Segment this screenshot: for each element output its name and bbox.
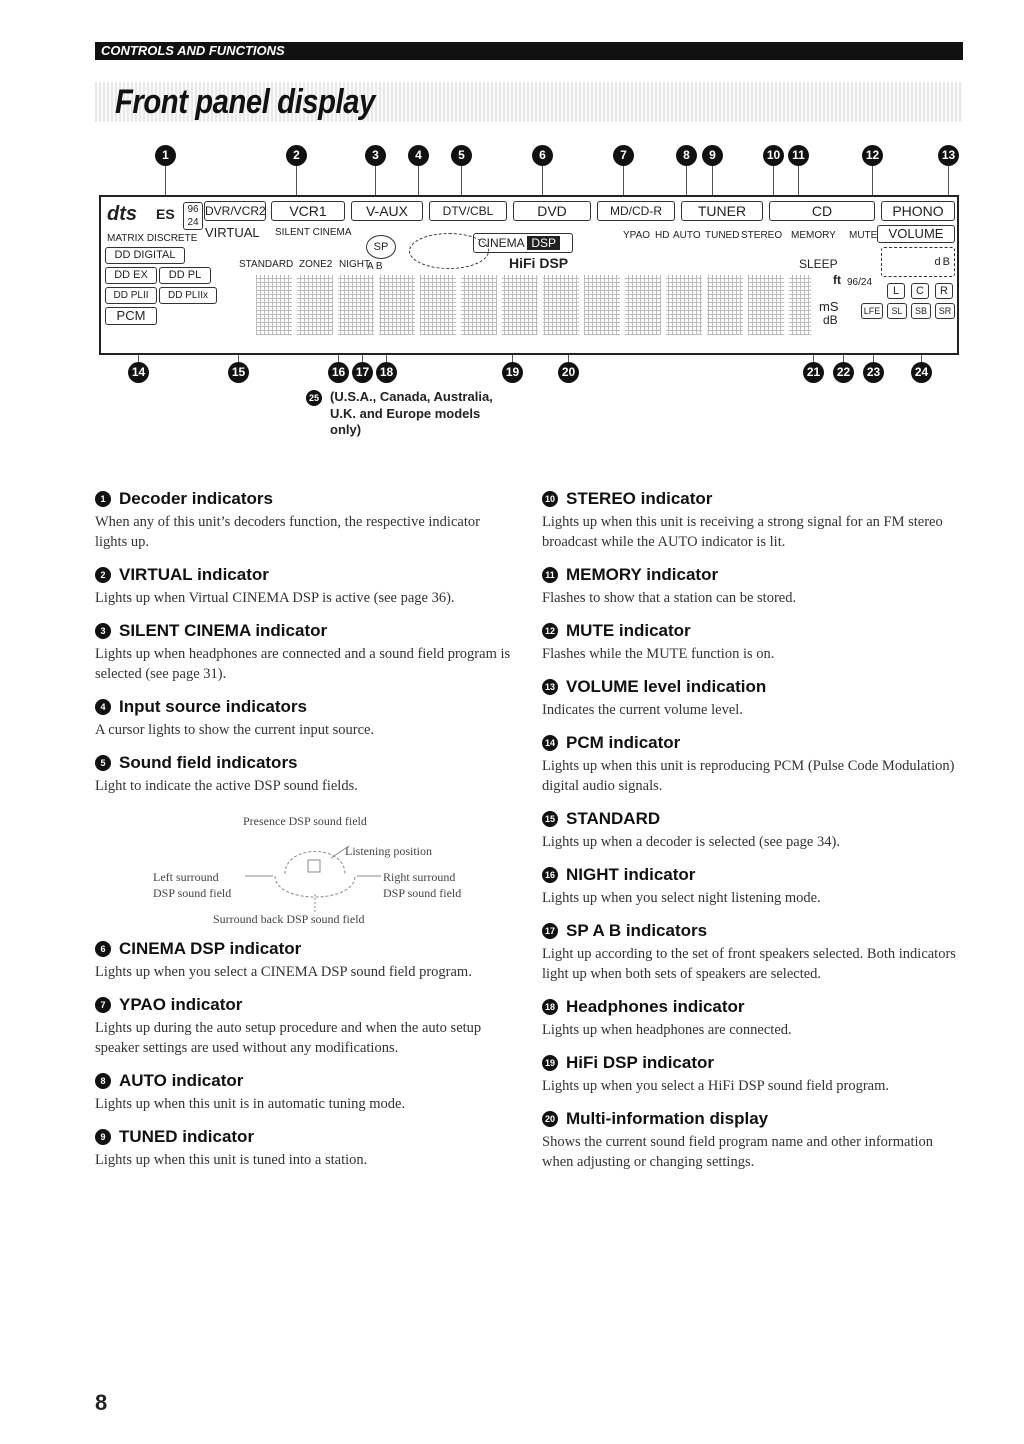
list-item: 9 TUNED indicator Lights up when this unit is tuned into a station. — [95, 1127, 368, 1168]
list-item: 20 Multi-information display Shows the current sound field program name and other information when adjusting or changing settings. — [542, 1109, 933, 1170]
dts-logo: dts — [107, 203, 137, 225]
dd-ex-indicator: DD EX — [105, 267, 157, 284]
source-indicator: DTV/CBL — [429, 201, 507, 221]
callout-top: 1 — [155, 145, 176, 166]
callout-top: 6 — [532, 145, 553, 166]
zone2-indicator: ZONE2 — [299, 259, 333, 270]
list-item: 18 Headphones indicator Lights up when headphones are connected. — [542, 997, 792, 1038]
list-item: 4 Input source indicators A cursor lights to show the current input source. — [95, 697, 375, 738]
standard-indicator: STANDARD — [239, 259, 294, 270]
callout-top: 7 — [613, 145, 634, 166]
dd-plix-indicator: DD PLIIx — [159, 287, 217, 304]
list-item: 3 SILENT CINEMA indicator Lights up when headphones are connected and a sound field program is selected (see page 31). — [95, 621, 511, 682]
front-panel-display — [99, 195, 959, 355]
sleep-indicator: SLEEP — [799, 257, 838, 271]
model-note: 25 (U.S.A., Canada, Australia, U.K. and Europe models only) — [330, 389, 493, 438]
diagram-label: Listening position — [345, 844, 432, 858]
channel-sl-indicator: SL — [887, 303, 907, 319]
hd-indicator: HD — [655, 230, 670, 241]
source-indicator: VCR1 — [271, 201, 345, 221]
es-logo: ES — [156, 206, 175, 222]
volume-level-digits: dB — [881, 247, 955, 277]
list-item: 17 SP A B indicators Light up according to the set of front speakers selected. Both indicators light up when both sets of speakers are selected. — [542, 921, 956, 982]
channel-sr-indicator: SR — [935, 303, 955, 319]
callout-bottom: 18 — [376, 362, 397, 383]
callout-top: 10 — [763, 145, 784, 166]
list-item: 19 HiFi DSP indicator Lights up when you select a HiFi DSP sound field program. — [542, 1053, 890, 1094]
list-item: 14 PCM indicator Lights up when this unit is reproducing PCM (Pulse Code Modulation) digital audio signals. — [542, 733, 955, 794]
ft-indicator: ft — [833, 273, 841, 287]
sp-ab-indicator: A B — [367, 261, 383, 272]
db-indicator: dB — [823, 313, 838, 327]
source-indicator: DVD — [513, 201, 591, 221]
diagram-label: Right surround — [383, 870, 456, 884]
channel-l-indicator: L — [887, 283, 905, 299]
channel-sb-indicator: SB — [911, 303, 931, 319]
pcm-indicator: PCM — [105, 307, 157, 325]
callout-bottom: 19 — [502, 362, 523, 383]
ms-indicator: mS — [819, 299, 839, 314]
list-item: 1 Decoder indicators When any of this unit’s decoders function, the respective indicator lights up. — [95, 489, 480, 550]
list-item: 10 STEREO indicator Lights up when this unit is receiving a strong signal for an FM stereo broadcast while the AUTO indicator is lit. — [542, 489, 943, 550]
callout-bottom: 22 — [833, 362, 854, 383]
callout-bottom: 21 — [803, 362, 824, 383]
title-band — [95, 82, 963, 122]
matrix-discrete-indicator: MATRIX DISCRETE — [107, 233, 198, 244]
callout-top: 3 — [365, 145, 386, 166]
callout-bottom: 15 — [228, 362, 249, 383]
section-header-bar: CONTROLS AND FUNCTIONS — [95, 42, 963, 60]
night-indicator: NIGHT — [339, 259, 371, 270]
page-number: 8 — [95, 1390, 108, 1415]
callout-top: 8 — [676, 145, 697, 166]
diagram-label: Presence DSP sound field — [243, 814, 367, 828]
source-indicator: MD/CD-R — [597, 201, 675, 221]
silent-cinema-indicator: SILENT CINEMA — [275, 227, 352, 238]
dd-plii-indicator: DD PLII — [105, 287, 157, 304]
list-item: 12 MUTE indicator Flashes while the MUTE function is on. — [542, 621, 775, 662]
memory-indicator: MEMORY — [791, 230, 836, 241]
callout-top: 4 — [408, 145, 429, 166]
diagram-label: DSP sound field — [383, 886, 462, 900]
lfe-indicator: LFE — [861, 303, 883, 319]
source-indicator: TUNER — [681, 201, 763, 221]
callout-bottom: 17 — [352, 362, 373, 383]
headphones-icon: SP — [366, 235, 396, 259]
multi-information-display — [256, 275, 811, 335]
ypao-indicator: YPAO — [623, 230, 651, 241]
callout-top: 12 — [862, 145, 883, 166]
source-indicator: CD — [769, 201, 875, 221]
list-item: 16 NIGHT indicator Lights up when you select night listening mode. — [542, 865, 821, 906]
virtual-indicator: VIRTUAL — [205, 225, 260, 240]
cinema-dsp-indicator: CINEMA DSP — [473, 233, 573, 253]
callout-bottom: 20 — [558, 362, 579, 383]
list-item: 2 VIRTUAL indicator Lights up when Virtual CINEMA DSP is active (see page 36). — [95, 565, 455, 606]
list-item: 6 CINEMA DSP indicator Lights up when you select a CINEMA DSP sound field program. — [95, 939, 472, 980]
source-indicator: V-AUX — [351, 201, 423, 221]
channel-c-indicator: C — [911, 283, 929, 299]
callout-bottom: 23 — [863, 362, 884, 383]
diagram-label: Surround back DSP sound field — [213, 912, 365, 926]
list-item: 5 Sound field indicators Light to indicate the active DSP sound fields. — [95, 753, 358, 794]
page-title: Front panel display — [115, 83, 375, 121]
callout-top: 9 — [702, 145, 723, 166]
source-indicator: PHONO — [881, 201, 955, 221]
rate-96-24-indicator: 96/24 — [847, 277, 873, 288]
channel-r-indicator: R — [935, 283, 953, 299]
auto-indicator: AUTO — [673, 230, 701, 241]
dd-digital-indicator: DD DIGITAL — [105, 247, 185, 264]
list-item: 7 YPAO indicator Lights up during the auto setup procedure and when the auto setup speaker settings are used without any modifications. — [95, 995, 482, 1056]
mute-indicator: MUTE — [849, 230, 878, 241]
callout-top: 5 — [451, 145, 472, 166]
source-indicator: DVR/VCR2 — [204, 201, 266, 221]
diagram-label: DSP sound field — [153, 886, 232, 900]
tuned-indicator: TUNED — [705, 230, 740, 241]
callout-bottom: 14 — [128, 362, 149, 383]
sound-field-diagram — [95, 800, 515, 930]
callout-bottom: 24 — [911, 362, 932, 383]
list-item: 13 VOLUME level indication Indicates the current volume level. — [542, 677, 767, 718]
stereo-indicator: STEREO — [741, 230, 783, 241]
list-item: 11 MEMORY indicator Flashes to show that a station can be stored. — [542, 565, 797, 606]
callout-top: 11 — [788, 145, 809, 166]
list-item: 8 AUTO indicator Lights up when this unit is in automatic tuning mode. — [95, 1071, 406, 1112]
listening-room-icon — [245, 834, 385, 914]
left-column — [95, 488, 515, 1182]
diagram-label: Left surround — [153, 870, 219, 884]
dd-pl-indicator: DD PL — [159, 267, 211, 284]
callout-25: 25 — [306, 390, 322, 406]
right-column — [542, 488, 962, 1184]
hifi-dsp-indicator: HiFi DSP — [509, 255, 569, 271]
rate-indicator: 96 24 — [183, 202, 203, 230]
callout-top: 13 — [938, 145, 959, 166]
list-item: 15 STANDARD Lights up when a decoder is selected (see page 34). — [542, 809, 840, 850]
callout-bottom: 16 — [328, 362, 349, 383]
volume-indicator: VOLUME — [877, 225, 955, 243]
callout-top: 2 — [286, 145, 307, 166]
